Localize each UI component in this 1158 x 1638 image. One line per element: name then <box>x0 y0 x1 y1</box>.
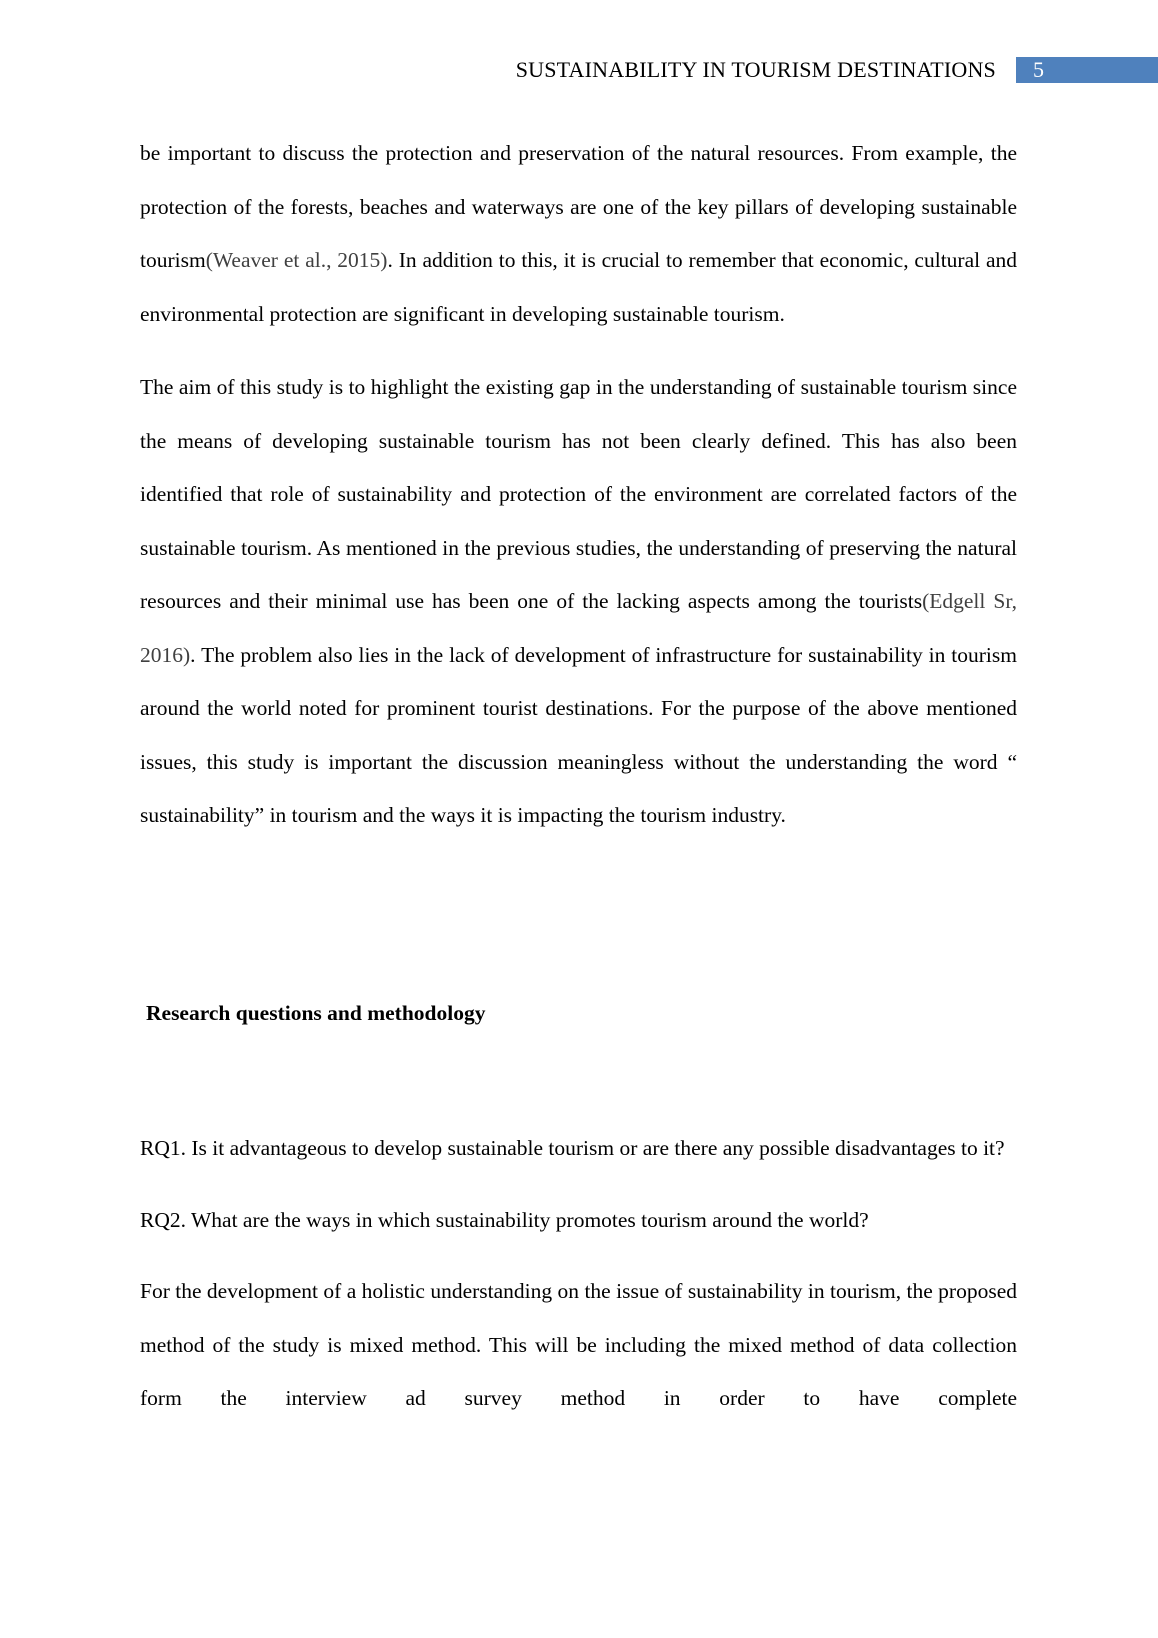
research-questions <box>140 1122 1017 1426</box>
page-header <box>0 57 1158 83</box>
paragraph-2-text-a: The aim of this study is to highlight the existing gap in the understanding of sustainable tourism since the means of developing sustainable tourism has not been clearly defined. This has also been identified that role of sustainability and protection of the environment are correlated factors of the sustainable tourism. As mentioned in the previous studies, the understanding of preserving the natural resources and their minimal use has been one of the lacking aspects among the tourists <box>140 375 1017 613</box>
page-number: 5 <box>1033 57 1044 82</box>
document-body <box>140 127 1017 843</box>
citation-edgell: (Edgell Sr, 2016) <box>140 589 1017 667</box>
page-number-box <box>1016 57 1158 83</box>
paragraph-1-text-b: . In addition to this, it is crucial to remember that economic, cultural and environmental protection are significant in developing sustainable tourism. <box>140 248 1017 326</box>
paragraph-2 <box>140 361 1017 843</box>
running-head: SUSTAINABILITY IN TOURISM DESTINATIONS <box>515 57 996 82</box>
citation-weaver: (Weaver et al., 2015) <box>205 248 388 272</box>
section-heading: Research questions and methodology <box>146 1001 486 1025</box>
research-question-1: RQ1. Is it advantageous to develop sustainable tourism or are there any possible disadvantages to it? <box>140 1136 1005 1160</box>
paragraph-2-text-b: . The problem also lies in the lack of development of infrastructure for sustainability in tourism around the world noted for prominent tourist destinations. For the purpose of the above mentioned issues, this study is important the discussion meaningless without the understanding the word “ sustainability” in tourism and the ways it is impacting the tourism industry. <box>140 642 1017 827</box>
paragraph-1-text-a: be important to discuss the protection and preservation of the natural resources. From example, the protection of the forests, beaches and waterways are one of the key pillars of developing sustainable tourism <box>140 141 1017 272</box>
paragraph-1 <box>140 127 1017 341</box>
paragraph-3: For the development of a holistic understanding on the issue of sustainability in tourism, the proposed method of the study is mixed method. This will be including the mixed method of data collection form the interview ad survey method in order to have complete <box>140 1279 1017 1410</box>
research-question-2: RQ2. What are the ways in which sustainability promotes tourism around the world? <box>140 1207 869 1232</box>
